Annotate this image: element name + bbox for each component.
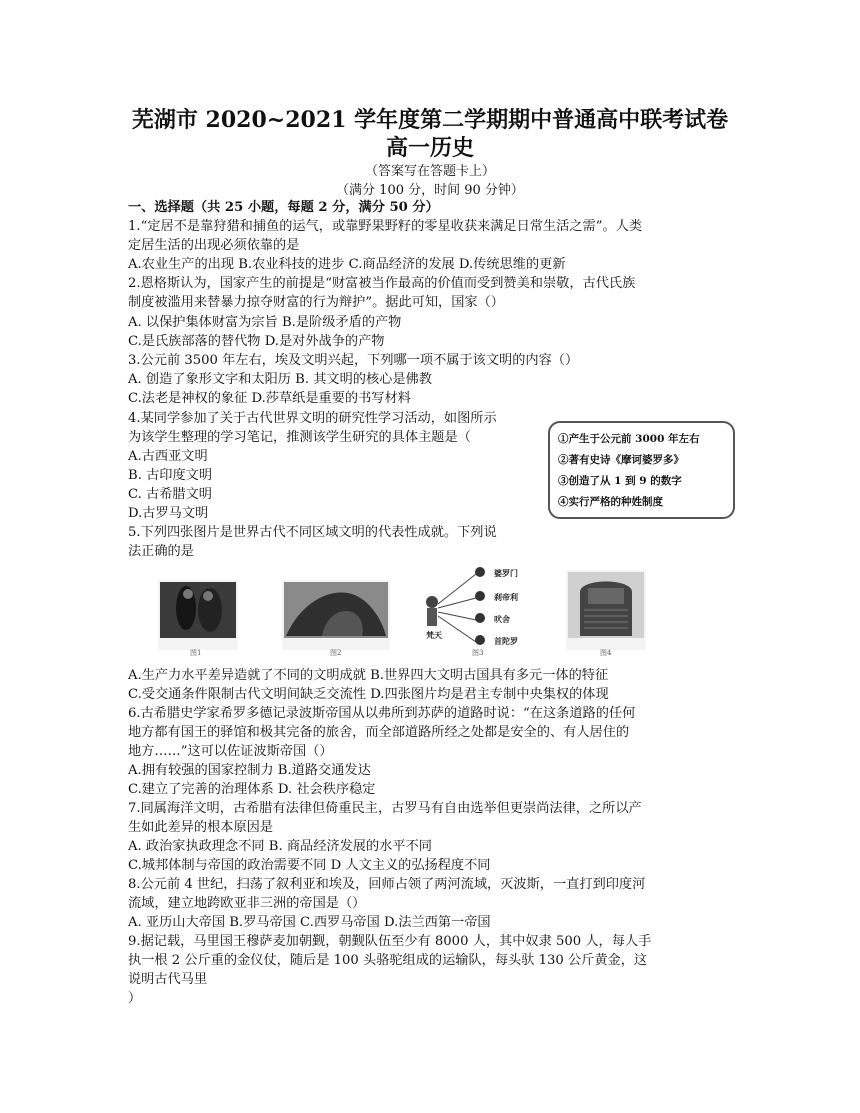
text-line: 地方都有国王的驿馆和极其完备的旅舍，而全部道路所经之处都是安全的、有人居住的	[128, 725, 630, 740]
text-line: C. 古希腊文明	[128, 487, 212, 502]
text-line: A. 亚历山大帝国 B.罗马帝国 C.西罗马帝国 D.法兰西第一帝国	[128, 915, 491, 930]
text-line: A.古西亚文明	[128, 449, 208, 464]
text-line: 3.公元前 3500 年左右，埃及文明兴起，下列哪一项不属于该文明的内容（）	[128, 353, 579, 368]
text-line: 7.同属海洋文明，古希腊有法律但倚重民主，古罗马有自由选举但更崇尚法律，之所以产	[128, 801, 642, 816]
text-line: 6.古希腊史学家希罗多德记录波斯帝国从以弗所到苏萨的道路时说：“在这条道路的任何	[128, 706, 636, 721]
text-line: C.城邦体制与帝国的政治需要不同 D 人文主义的弘扬程度不同	[128, 858, 491, 873]
text-line: A. 政治家执政理念不同 B. 商品经济发展的水平不同	[128, 839, 432, 854]
subject-title: 高一历史	[385, 135, 474, 161]
caste-kshatriya: 刹帝利	[494, 592, 518, 602]
text-line: 4.某同学参加了关于古代世界文明的研究性学习活动，如图所示	[128, 411, 497, 426]
text-line: C.法老是神权的象征 D.莎草纸是重要的书写材料	[128, 391, 411, 406]
text-line: 法正确的是	[128, 544, 194, 559]
section-heading: 一、选择题（共 25 小题，每题 2 分，满分 50 分）	[128, 200, 439, 215]
note-item: ①产生于公元前 3000 年左右	[558, 433, 700, 445]
text-line: A.农业生产的出现 B.农业科技的进步 C.商品经济的发展 D.传统思维的更新	[128, 257, 566, 272]
text-line: C.受交通条件限制古代文明间缺乏交流性 D.四张图片均是君主专制中央集权的体现	[128, 687, 609, 702]
exam-title: 芜湖市 2020~2021 学年度第二学期期中普通高中联考试卷	[131, 107, 729, 133]
text-line: 定居生活的出现必须依靠的是	[128, 238, 300, 253]
text-line: 9.据记载，马里国王穆萨麦加朝觐，朝觐队伍至少有 8000 人，其中奴隶 500 人，每人手	[128, 934, 652, 949]
text-line: 为该学生整理的学习笔记，推测该学生研究的具体主题是（	[128, 430, 471, 445]
score-time-note: （满分 100 分，时间 90 分钟）	[336, 183, 524, 198]
text-line: 2.恩格斯认为，国家产生的前提是“财富被当作最高的价值而受到赞美和崇敬，古代氏族	[128, 276, 636, 291]
figure-2-label: 图2	[330, 649, 342, 657]
brahma-label: 梵天	[426, 630, 442, 640]
text-line: A. 以保护集体财富为宗旨 B.是阶级矛盾的产物	[128, 315, 402, 330]
note-item: ③创造了从 1 到 9 的数字	[558, 475, 682, 487]
text-line: D.古罗马文明	[128, 506, 209, 521]
text-line: 制度被滥用来替暴力掠夺财富的行为辩护”。据此可知，国家（）	[128, 295, 504, 310]
text-line: 说明古代马里	[128, 972, 208, 987]
text-line: 执一根 2 公斤重的金仪仗，随后是 100 头骆驼组成的运输队，每头驮 130 公斤黄金，这	[128, 953, 648, 968]
figure-3-label: 图3	[472, 649, 484, 657]
text-line: A.拥有较强的国家控制力 B.道路交通发达	[128, 763, 371, 778]
caste-brahmin: 婆罗门	[494, 568, 518, 578]
text-line: 8.公元前 4 世纪，扫荡了叙利亚和埃及，回师占领了两河流域，灭波斯，一直打到印度河	[128, 877, 646, 892]
text-line: C.是氏族部落的替代物 D.是对外战争的产物	[128, 334, 385, 349]
text-line: B. 古印度文明	[128, 468, 213, 483]
text-line: 生如此差异的根本原因是	[128, 820, 274, 835]
text-line: 地方……”这可以佐证波斯帝国（）	[128, 744, 333, 759]
figure-1-label: 图1	[190, 649, 202, 657]
text-line: 5.下列四张图片是世界古代不同区域文明的代表性成就。下列说	[128, 525, 497, 540]
text-line: C.建立了完善的治理体系 D. 社会秩序稳定	[128, 782, 376, 797]
text-line: A.生产力水平差异造就了不同的文明成就 B.世界四大文明古国具有多元一体的特征	[128, 668, 609, 683]
text-line: ）	[128, 991, 142, 1006]
note-item: ④实行严格的种姓制度	[558, 496, 663, 508]
figure-4-label: 图4	[600, 649, 612, 657]
text-line: A. 创造了象形文字和太阳历 B. 其文明的核心是佛教	[128, 372, 432, 387]
caste-vaishya: 吠舍	[494, 614, 510, 624]
text-line: 1.“定居不是靠狩猎和捕鱼的运气，或靠野果野籽的零星收获来满足日常生活之需”。人类	[128, 219, 642, 234]
caste-shudra: 首陀罗	[494, 636, 518, 646]
figure-3-diagram	[418, 562, 548, 656]
figure-2-image	[282, 580, 390, 650]
note-item: ②著有史诗《摩诃婆罗多》	[558, 454, 684, 466]
study-notes-card	[548, 421, 735, 519]
figure-4-image	[566, 570, 646, 650]
answer-note: （答案写在答题卡上）	[364, 164, 495, 179]
text-line: 流域，建立地跨欧亚非三洲的帝国是（）	[128, 896, 366, 911]
figure-1-image	[158, 580, 238, 650]
